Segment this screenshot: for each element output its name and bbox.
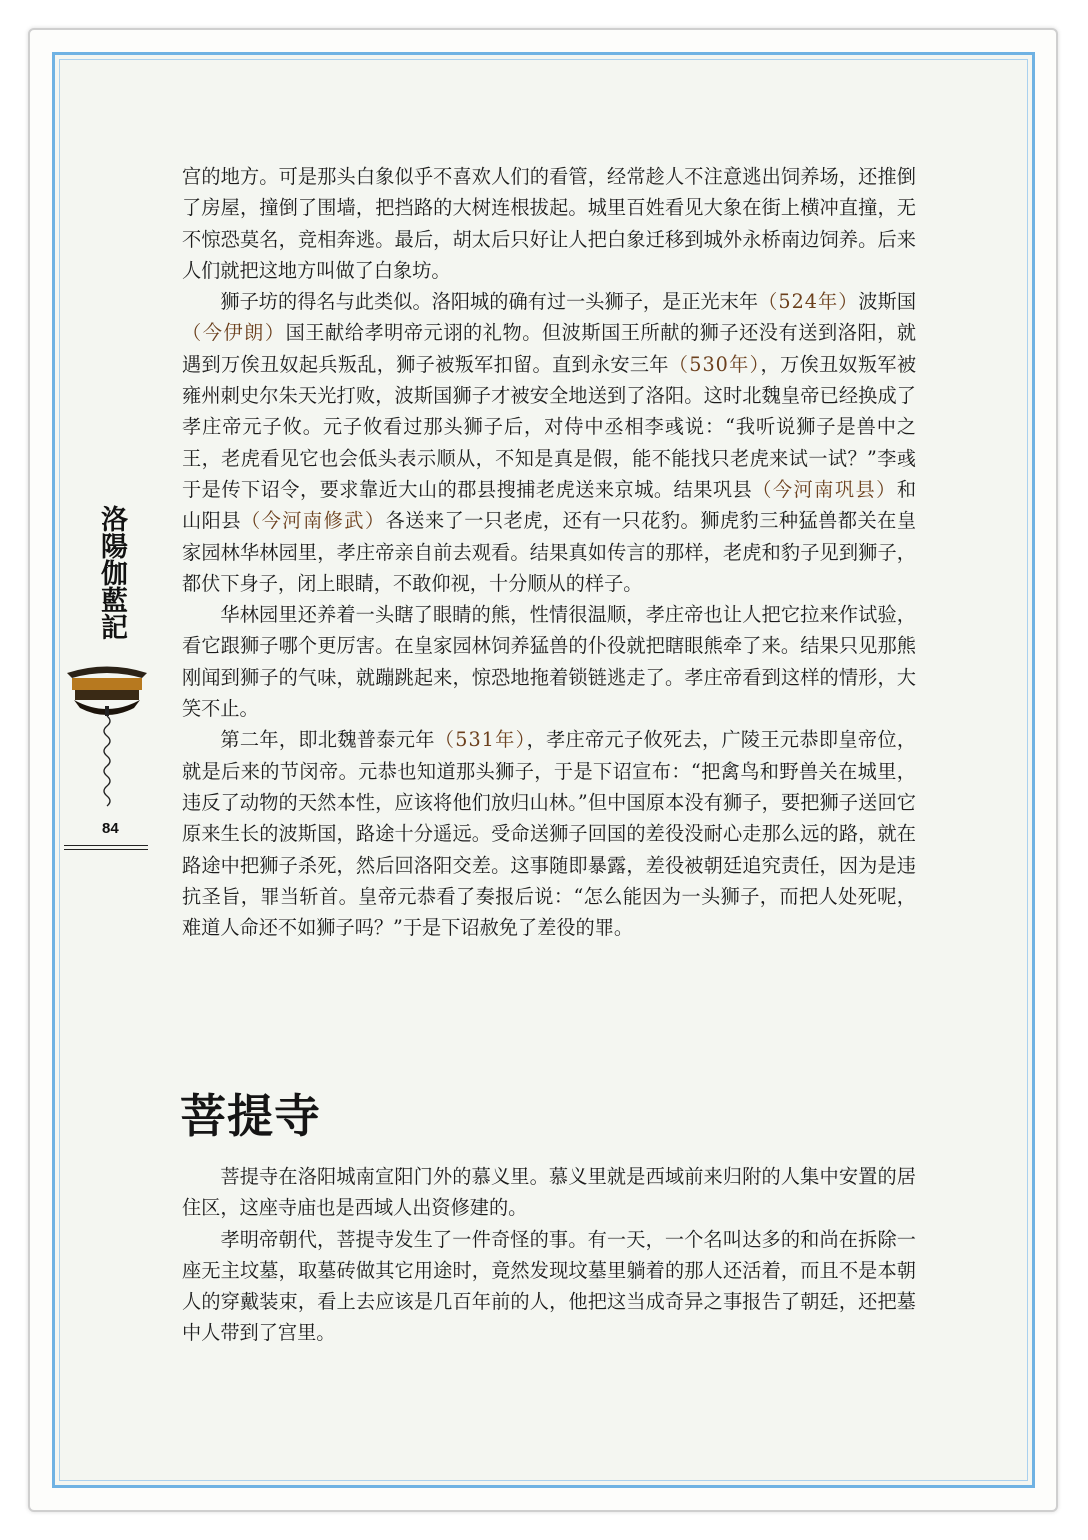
paragraph bbox=[182, 1161, 916, 1224]
text-run: ，万俟丑奴叛军被雍州刺史尔朱天光打败，波斯国狮子才被安全地送到了洛阳。这时北魏皇帝已经换成了孝庄帝元子攸。元子攸看过那头狮子后，对侍中丞相李彧说：“我听说狮子是兽中之王，老虎看见它也会低头表示顺从，不知是真是假，能不能找只老虎来试一试？”李彧于是传下诏令，要求靠近大山的郡县搜捕老虎送来京城。结果巩县 bbox=[182, 352, 917, 501]
text-run: 第二年，即北魏普泰元年 bbox=[220, 728, 435, 752]
text-run: 孝明帝朝代，菩提寺发生了一件奇怪的事。有一天，一个名叫达多的和尚在拆除一座无主坟墓，取墓砖做其它用途时，竟然发现坟墓里躺着的那人还活着，而且不是本朝人的穿戴装束，看上去应该是几百年前的人，他把这当成奇异之事报告了朝廷，还把墓中人带到了宫里。 bbox=[182, 1227, 916, 1345]
section-body-shizifang bbox=[182, 161, 916, 943]
paragraph bbox=[182, 599, 916, 724]
page-number-rule-top bbox=[64, 845, 148, 846]
page-number: 84 bbox=[102, 820, 119, 837]
text-run: ，孝庄帝元子攸死去，广陵王元恭即皇帝位，就是后来的节闵帝。元恭也知道那头狮子，于是下诏宣布：“把禽鸟和野兽关在城里，违反了动物的天然本性，应该将他们放归山林。”但中国原本没有狮子，要把狮子送回它原来生长的波斯国，路途十分遥远。受命送狮子回国的差役没耐心走那么远的路，就在路途中把狮子杀死，然后回洛阳交差。这事随即暴露，差役被朝廷追究责任，因为是违抗圣旨，罪当斩首。皇帝元恭看了奏报后说：“怎么能因为一头狮子，而把人处死呢，难道人命还不如狮子吗？”于是下诏赦免了差役的罪。 bbox=[182, 728, 917, 940]
text-run: 菩提寺在洛阳城南宣阳门外的慕义里。慕义里就是西域前来归附的人集中安置的居住区，这座寺庙也是西域人出资修建的。 bbox=[182, 1165, 916, 1220]
text-run: 宫的地方。可是那头白象似乎不喜欢人们的看管，经常趁人不注意逃出饲养场，还推倒了房屋，撞倒了围墙，把挡路的大树连根拔起。城里百姓看见大象在街上横冲直撞，无不惊恐莫名，竞相奔逃。最后，胡太后只好让人把白象迁移到城外永桥南边饲养。后来人们就把这地方叫做了白象坊。 bbox=[182, 165, 916, 282]
paragraph bbox=[182, 286, 916, 599]
text-run: 各送来了一只老虎，还有一只花豹。狮虎豹三种猛兽都关在皇家园林华林园里，孝庄帝亲自前去观看。结果真如传言的那样，老虎和豹子见到狮子，都伏下身子，闭上眼睛，不敢仰视，十分顺从的样子。 bbox=[182, 509, 917, 595]
paragraph bbox=[182, 1224, 916, 1349]
annotation-note: （531年） bbox=[434, 728, 527, 752]
text-run: 华林园里还养着一头瞎了眼睛的熊，性情很温顺，孝庄帝也让人把它拉来作试验，看它跟狮子哪个更厉害。在皇家园林饲养猛兽的仆役就把瞎眼熊牵了来。结果只见那熊刚闻到狮子的气味，就蹦跳起来，惊恐地拖着锁链逃走了。孝庄帝看到这样的情形，大笑不止。 bbox=[182, 603, 916, 721]
annotation-note: （今伊朗） bbox=[182, 321, 286, 345]
section-title: 菩提寺 bbox=[180, 1089, 321, 1143]
text-run: 国王献给孝明帝元诩的礼物。但波斯国王所献的狮子还没有送到洛阳，就遇到万俟丑奴起兵叛乱，狮子被叛军扣留。直到永安三年 bbox=[182, 321, 917, 376]
book-title-calligraphy: 洛陽伽藍記 bbox=[96, 505, 127, 640]
paragraph bbox=[182, 724, 916, 943]
annotation-note: （今河南修武） bbox=[240, 509, 386, 533]
page-number-rule-bottom bbox=[64, 849, 148, 850]
paragraph bbox=[182, 161, 916, 286]
text-run: 波斯国 bbox=[858, 290, 917, 314]
text-run: 狮子坊的得名与此类似。洛阳城的确有过一头狮子，是正光末年 bbox=[220, 290, 759, 314]
annotation-note: （524年） bbox=[758, 290, 859, 314]
annotation-note: （530年） bbox=[668, 352, 761, 376]
pavilion-ornament-icon bbox=[62, 500, 152, 860]
annotation-note: （今河南巩县） bbox=[752, 477, 897, 501]
section-body-putisi bbox=[182, 1161, 916, 1349]
text-run: 和山阳县 bbox=[182, 477, 917, 533]
